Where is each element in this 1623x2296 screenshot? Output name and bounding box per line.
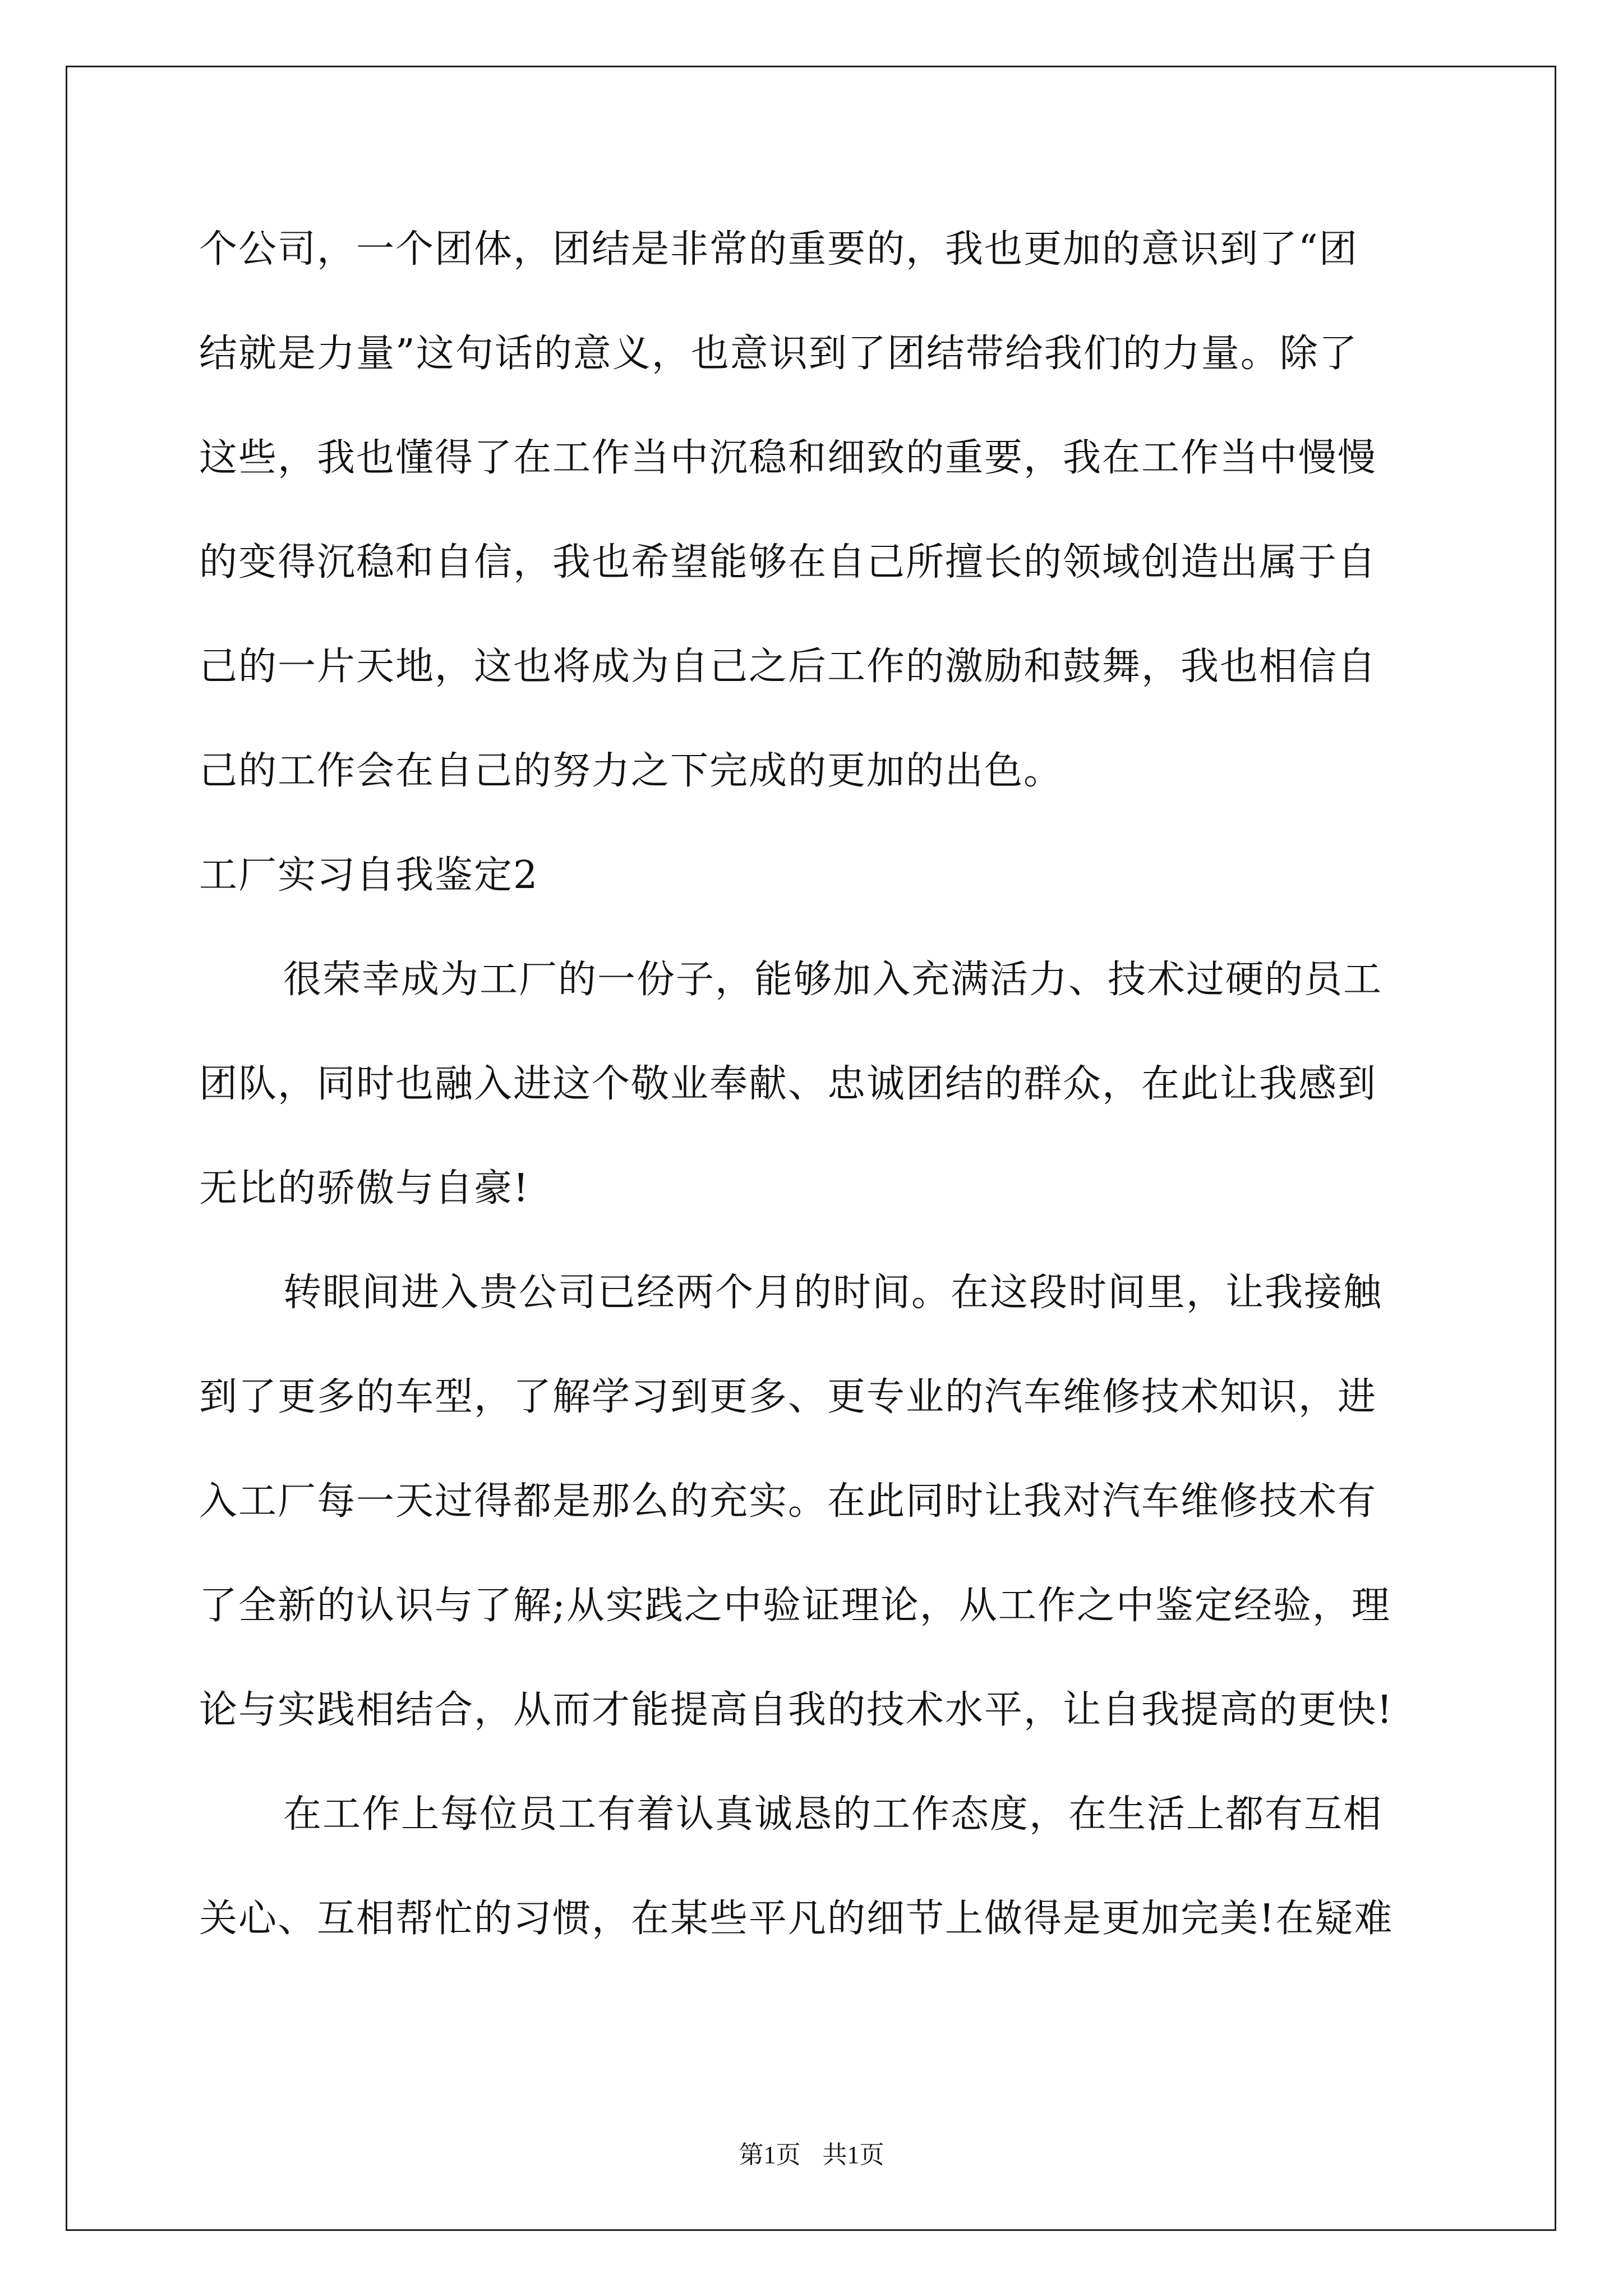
page-number-current: 第1页 bbox=[739, 2141, 801, 2169]
paragraph-3-line-2: 到了更多的车型，了解学习到更多、更专业的汽车维修技术知识，进 bbox=[199, 1375, 1377, 1419]
section-title: 工厂实习自我鉴定2 bbox=[199, 853, 539, 898]
paragraph-1-line-1: 个公司，一个团体，团结是非常的重要的，我也更加的意识到了“团 bbox=[199, 227, 1358, 272]
paragraph-4-line-2: 关心、互相帮忙的习惯，在某些平凡的细节上做得是更加完美!在疑难 bbox=[199, 1897, 1394, 1941]
paragraph-2-line-3: 无比的骄傲与自豪! bbox=[199, 1166, 530, 1211]
page-footer bbox=[0, 2138, 1623, 2172]
paragraph-1-line-3: 这些，我也懂得了在工作当中沉稳和细致的重要，我在工作当中慢慢 bbox=[199, 436, 1377, 480]
paragraph-2-line-2: 团队，同时也融入进这个敬业奉献、忠诚团结的群众，在此让我感到 bbox=[199, 1062, 1377, 1106]
paragraph-3-line-1: 转眼间进入贵公司已经两个月的时间。在这段时间里，让我接触 bbox=[283, 1271, 1383, 1315]
paragraph-3-line-5: 论与实践相结合，从而才能提高自我的技术水平，让自我提高的更快! bbox=[199, 1688, 1394, 1732]
paragraph-2-line-1: 很荣幸成为工厂的一份子，能够加入充满活力、技术过硬的员工 bbox=[283, 958, 1383, 1002]
paragraph-4-line-1: 在工作上每位员工有着认真诚恳的工作态度，在生活上都有互相 bbox=[283, 1792, 1383, 1837]
paragraph-1-line-4: 的变得沉稳和自信，我也希望能够在自己所擅长的领域创造出属于自 bbox=[199, 540, 1377, 585]
paragraph-1-line-2: 结就是力量”这句话的意义，也意识到了团结带给我们的力量。除了 bbox=[199, 332, 1358, 376]
paragraph-1-line-5: 己的一片天地，这也将成为自己之后工作的激励和鼓舞，我也相信自 bbox=[199, 645, 1377, 689]
paragraph-3-line-3: 入工厂每一天过得都是那么的充实。在此同时让我对汽车维修技术有 bbox=[199, 1479, 1377, 1524]
page-number-total: 共1页 bbox=[822, 2141, 884, 2169]
paragraph-1-line-6: 己的工作会在自己的努力之下完成的更加的出色。 bbox=[199, 749, 1063, 793]
paragraph-3-line-4: 了全新的认识与了解;从实践之中验证理论，从工作之中鉴定经验，理 bbox=[199, 1584, 1391, 1628]
